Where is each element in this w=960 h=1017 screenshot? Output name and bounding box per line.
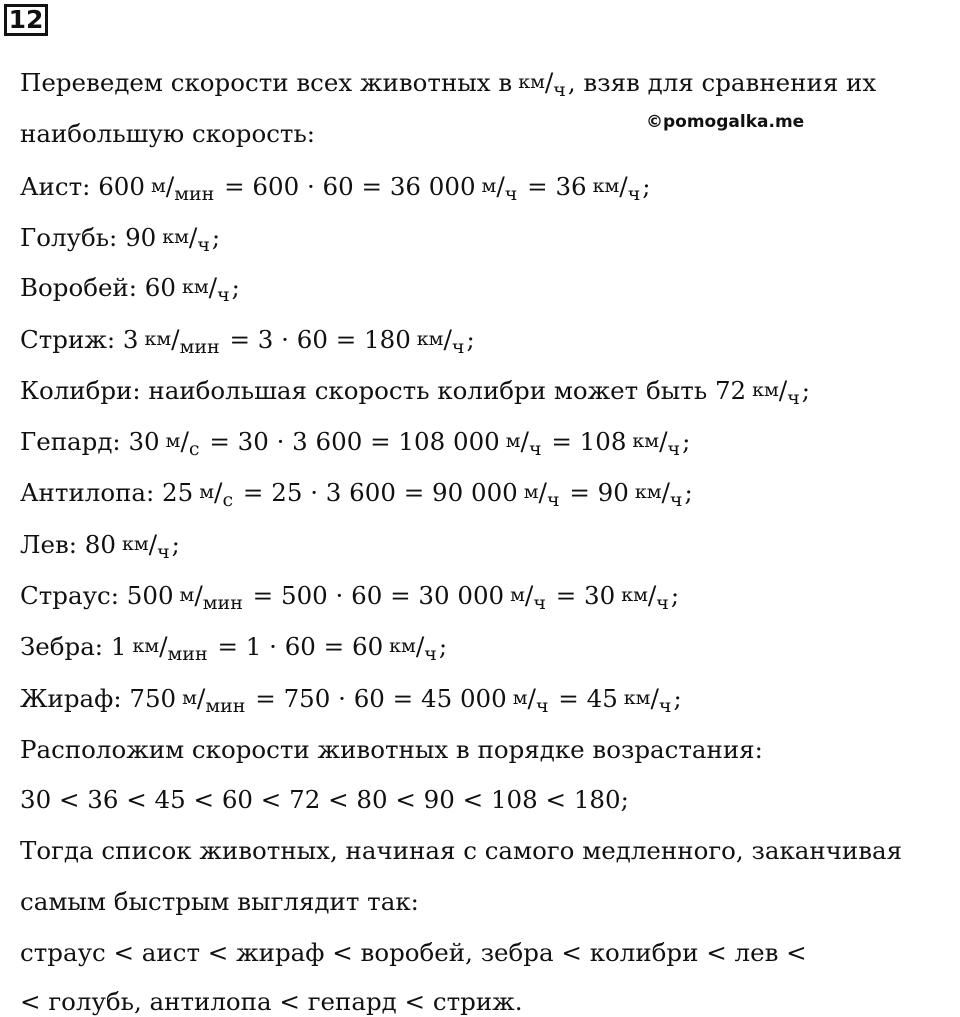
cheetah-line: Гепард: 30 $^м/_с = 30 \cdot 3$ 600 = 108 000 $^м/_ч = 108$ $^{км}/_ч$; [20, 427, 691, 460]
unit: $^{км}/_ч$ [121, 530, 170, 563]
unit-km-per-h: $^{км}/_ч$ [518, 68, 566, 101]
unit: $^{км}/_ч$ [623, 684, 672, 717]
giraffe-line: Жираф: 750 $^м/_{мин} = 750 \cdot 60 = 45$ 000 $^м/_ч = 45$ $^{км}/_ч$; [20, 684, 682, 717]
unit: $^м/_{мин}$ [150, 172, 215, 205]
ostrich-line: Страус: 500 $^м/_{мин} = 500 \cdot 60 = 30$ 000 $^м/_ч = 30$ $^{км}/_ч$; [20, 581, 680, 614]
unit: $^м/_ч$ [512, 684, 549, 717]
task-number: 12 [4, 4, 48, 36]
unit: $^{км}/_ч$ [632, 427, 681, 460]
intro-line-1: Переведем скорости всех животных в $^{км}/_ч$, взяв для сравнения их [20, 68, 877, 101]
watermark: ©pomogalka.me [646, 112, 805, 132]
antelope-line: Антилопа: 25 $^м/_с = 25 \cdot 3$ 600 = 90 000 $^м/_ч = 90$ $^{км}/_ч$; [20, 478, 693, 511]
sparrow-line: Воробей: 60 $^{км}/_ч$; [20, 273, 240, 306]
unit: $^{км}/_{мин}$ [132, 632, 208, 665]
unit: $^{км}/_ч$ [181, 273, 230, 306]
unit: $^{км}/_ч$ [162, 223, 210, 256]
lion-line: Лев: 80 $^{км}/_ч$; [20, 530, 180, 563]
hummingbird-line: Колибри: наибольшая скорость колибри может быть 72 $^{км}/_ч$; [20, 376, 811, 409]
unit: $^м/_с$ [199, 478, 234, 511]
unit: $^{км}/_ч$ [592, 172, 641, 205]
unit: $^м/_{мин}$ [179, 581, 243, 614]
result-line-2: < голубь, антилопа < гепард < стриж. [20, 987, 523, 1016]
pigeon-line: Голубь: 90 $^{км}/_ч$; [20, 223, 221, 256]
unit: $^{км}/_ч$ [634, 478, 683, 511]
unit: $^м/_ч$ [510, 581, 546, 614]
intro-line-2: наибольшую скорость: [20, 119, 316, 148]
list-intro-1: Тогда список животных, начиная с самого медленного, заканчивая [20, 836, 903, 865]
unit: $^{км}/_ч$ [416, 325, 465, 358]
list-intro-2: самым быстрым выглядит так: [20, 887, 419, 916]
unit: $^м/_ч$ [505, 427, 542, 460]
order-inequality: 30 < 36 < 45 < 60 < 72 < 80 < 90 < 108 < 180; [20, 785, 629, 814]
unit: $^{км}/_ч$ [621, 581, 669, 614]
zebra-line: Зебра: 1 $^{км}/_{мин} = 1 \cdot 60 = 60$ $^{км}/_ч$; [20, 632, 448, 665]
unit: $^{км}/_ч$ [389, 632, 437, 665]
unit: $^м/_ч$ [481, 172, 518, 205]
unit: $^м/_ч$ [523, 478, 560, 511]
unit: $^{км}/_ч$ [752, 376, 800, 409]
unit: $^м/_с$ [165, 427, 200, 460]
result-line-1: страус < аист < жираф < воробей, зебра < колибри < лев < [20, 938, 807, 967]
unit: $^м/_{мин}$ [182, 684, 246, 717]
unit: $^{км}/_{мин}$ [144, 325, 220, 358]
order-intro: Расположим скорости животных в порядке возрастания: [20, 735, 763, 764]
swift-line: Стриж: 3 $^{км}/_{мин} = 3 \cdot 60 = 180$ $^{км}/_ч$; [20, 325, 475, 358]
stork-line: Аист: 600 $^м/_{мин} = 600 \cdot 60 = 36$ 000 $^м/_ч = 36$ $^{км}/_ч$; [20, 172, 651, 205]
